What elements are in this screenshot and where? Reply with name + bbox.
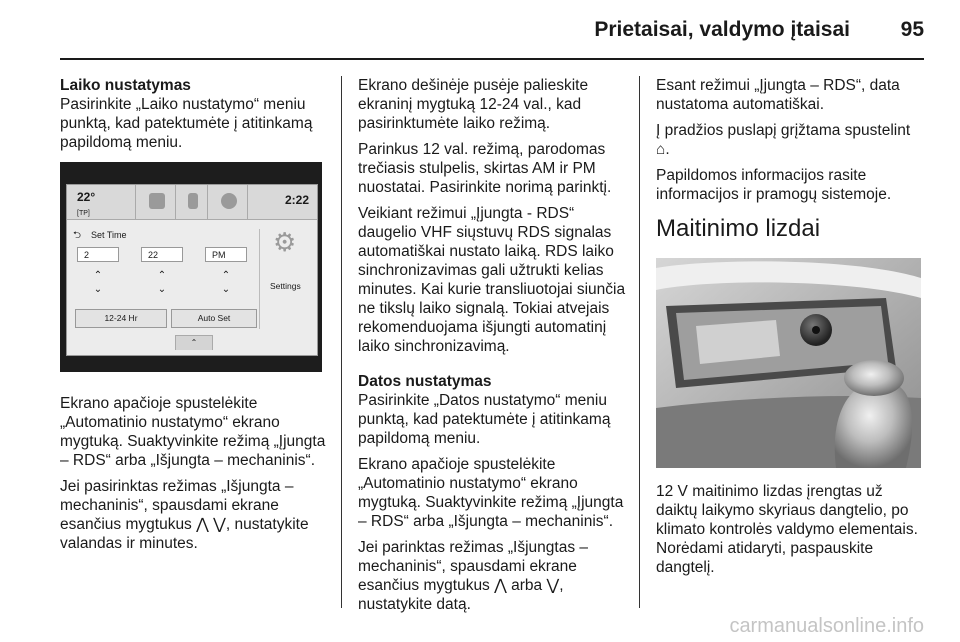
section-heading-date: Datos nustatymas — [358, 373, 492, 390]
up-down-symbols: ⋀ ⋁ — [196, 516, 226, 533]
column-3 — [656, 76, 924, 584]
text-span: Jei parinktas režimas „Išjungtas – mechaninis“, spausdami ekrane esančius mygtukus — [358, 539, 589, 594]
paragraph: Parinkus 12 val. režimą, parodomas trečiasis stulpelis, skirtas AM ir PM nuostatai. Pasirinkite norimą parinktį. — [358, 141, 612, 196]
minute-field: 22 — [141, 247, 183, 262]
down-symbol: ⋁ — [546, 577, 560, 594]
paragraph — [358, 538, 626, 614]
text-span: Jei pasirinktas režimas „Išjungta – mechaninis“, spausdami ekrane esančius mygtukus — [60, 478, 294, 533]
paragraph: Veikiant režimui „Įjungta - RDS“ daugelio VHF siųstuvų RDS signalas automatiškai nustato laiką. RDS laiko sinchronizavimas gali užtrukti kelias minutes. Kai kurie transliuotojai siunčia ne tikslų laiko signalą. Tokiai atvejais rekomenduojama išjungti automatinį laiko sinchronizavimą. — [358, 205, 626, 355]
ampm-up-icon: ⌃ — [221, 270, 231, 281]
column-1 — [60, 76, 328, 560]
hour-up-icon: ⌃ — [93, 270, 103, 281]
temperature-readout: 22° — [77, 190, 96, 204]
text-span: , nustatykite valandas ir minutes. — [60, 516, 309, 552]
chevron-up-icon: ⌃ — [175, 335, 213, 350]
section-heading-power-outlets: Maitinimo lizdai — [656, 215, 821, 242]
info-icon — [221, 193, 237, 209]
minute-down-icon: ⌄ — [157, 284, 167, 295]
power-outlet-illustration — [656, 258, 921, 468]
12-24-hr-button: 12-24 Hr — [75, 309, 167, 328]
screen-separator — [259, 229, 260, 329]
paragraph — [60, 477, 328, 553]
back-arrow-icon: ⮌ — [73, 230, 82, 241]
text-span: . — [665, 141, 670, 158]
time-settings-screenshot — [60, 162, 322, 372]
column-2 — [358, 76, 626, 621]
phone-icon — [149, 193, 165, 209]
auto-set-button: Auto Set — [171, 309, 257, 328]
up-symbol: ⋀ — [494, 577, 507, 594]
bar-separator — [135, 185, 136, 219]
settings-label: Settings — [270, 281, 301, 291]
text-span: , nustatykite datą. — [358, 577, 564, 613]
column-divider-2 — [639, 76, 640, 608]
paragraph: Papildomos informacijos rasite informacijos ir pramogų sistemoje. — [656, 167, 892, 203]
text-span: arba — [506, 577, 547, 594]
hour-field: 2 — [77, 247, 119, 262]
page-header-title: Prietaisai, valdymo įtaisai — [594, 18, 850, 41]
watermark: carmanualsonline.info — [729, 615, 924, 637]
menu-title: Set Time — [91, 230, 127, 240]
clock-readout: 2:22 — [284, 193, 309, 207]
minute-up-icon: ⌃ — [157, 270, 167, 281]
bar-separator — [207, 185, 208, 219]
status-bar — [67, 185, 317, 220]
bar-separator — [175, 185, 176, 219]
power-outlet-photo — [656, 258, 921, 468]
paragraph: Pasirinkite „Laiko nustatymo“ meniu punktą, kad patektumėte į atitinkamą papildomą meniu. — [60, 96, 313, 151]
home-icon: ⌂ — [656, 141, 666, 158]
paragraph: Ekrano apačioje spustelėkite „Automatinio nustatymo“ ekrano mygtuką. Suaktyvinkite režimą „Įjungta – RDS“ arba „Išjungta – mechaninis“. — [358, 456, 624, 530]
text-span: Į pradžios puslapį grįžtama spustelint — [656, 122, 911, 139]
paragraph: Ekrano dešinėje pusėje palieskite ekraninį mygtuką 12-24 val., kad pasirinktumėte laiko režimą. — [358, 77, 589, 132]
header-rule — [60, 58, 924, 60]
paragraph: 12 V maitinimo lizdas įrengtas už daiktų laikymo skyriaus dangtelio, po klimato kontrolės valdymo elementais. Norėdami atidaryti, paspauskite dangtelį. — [656, 483, 918, 576]
settings-gear-icon: ⚙ — [273, 227, 297, 257]
paragraph — [656, 121, 924, 159]
hour-down-icon: ⌄ — [93, 284, 103, 295]
display-screen — [66, 184, 318, 356]
tp-indicator: [TP] — [77, 210, 90, 217]
bar-separator — [247, 185, 248, 219]
device-icon — [188, 193, 198, 209]
column-divider-1 — [341, 76, 342, 608]
page-number: 95 — [900, 18, 924, 41]
ampm-field: PM — [205, 247, 247, 262]
paragraph: Ekrano apačioje spustelėkite „Automatinio nustatymo“ ekrano mygtuką. Suaktyvinkite režimą „Įjungta – RDS“ arba „Išjungta – mechaninis“. — [60, 395, 326, 469]
ampm-down-icon: ⌄ — [221, 284, 231, 295]
paragraph: Esant režimui „Įjungta – RDS“, data nustatoma automatiškai. — [656, 77, 900, 113]
paragraph: Pasirinkite „Datos nustatymo“ meniu punktą, kad patektumėte į atitinkamą papildomą meniu. — [358, 392, 611, 447]
section-heading-time: Laiko nustatymas — [60, 77, 191, 94]
